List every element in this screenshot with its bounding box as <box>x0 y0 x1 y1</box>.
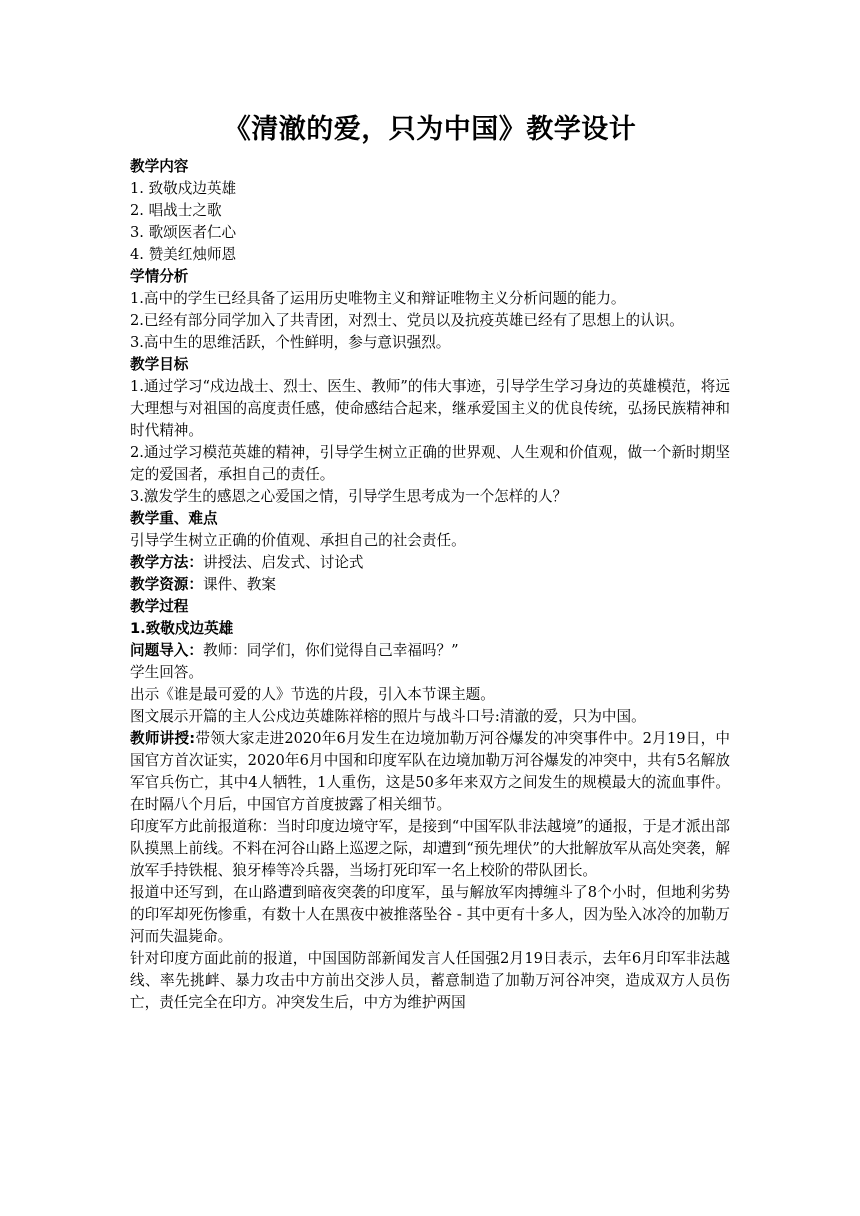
lecture-paragraph <box>130 728 730 816</box>
paragraph: 印度军方此前报道称：当时印度边境守军，是接到“中国军队非法越境”的通报，于是才派出部队摸黑上前线。不料在河谷山路上巡逻之际，却遭到“预先埋伏”的大批解放军从高处突袭，解放军手持铁棍、狼牙棒等冷兵器，当场打死印军一名上校阶的带队团长。 <box>130 818 730 879</box>
intro-text: 教师：同学们，你们觉得自己幸福吗？” <box>202 642 459 659</box>
teaching-method-line <box>130 552 730 574</box>
list-item: 2. 唱战士之歌 <box>130 202 222 219</box>
lecture-label: 教师讲授: <box>130 730 196 747</box>
teaching-method-text: 讲授法、启发式、讨论式 <box>202 554 364 571</box>
paragraph: 3.激发学生的感恩之心爱国之情，引导学生思考成为一个怎样的人？ <box>130 488 568 505</box>
heading-teaching-goals: 教学目标 <box>130 356 189 373</box>
intro-line <box>130 640 730 662</box>
teaching-method-label: 教学方法： <box>130 554 203 571</box>
paragraph: 报道中还写到，在山路遭到暗夜突袭的印度军，虽与解放军肉搏缠斗了8个小时，但地利劣势的印军却死伤惨重，有数十人在黑夜中被推落坠谷 - 其中更有十多人，因为坠入冰冷的加勒万河而失温毙命。 <box>130 884 730 945</box>
heading-teaching-process: 教学过程 <box>130 598 189 615</box>
paragraph: 图文展示开篇的主人公戍边英雄陈祥榕的照片与战斗口号:清澈的爱，只为中国。 <box>130 708 646 725</box>
paragraph: 2.通过学习模范英雄的精神，引导学生树立正确的世界观、人生观和价值观，做一个新时期坚定的爱国者，承担自己的责任。 <box>130 444 730 483</box>
paragraph: 学生回答。 <box>130 664 203 681</box>
paragraph: 2.已经有部分同学加入了共青团，对烈士、党员以及抗疫英雄已经有了思想上的认识。 <box>130 312 684 329</box>
teaching-resource-label: 教学资源： <box>130 576 203 593</box>
paragraph: 3.高中生的思维活跃，个性鲜明，参与意识强烈。 <box>130 334 451 351</box>
list-item: 1. 致敬戍边英雄 <box>130 180 237 197</box>
paragraph: 出示《谁是最可爱的人》节选的片段，引入本节课主题。 <box>130 686 495 703</box>
paragraph: 引导学生树立正确的价值观、承担自己的社会责任。 <box>130 532 466 549</box>
subheading-border-heroes: 1.致敬戍边英雄 <box>130 620 234 637</box>
paragraph: 1.通过学习“戍边战士、烈士、医生、教师”的伟大事迹，引导学生学习身边的英雄模范，将远大理想与对祖国的高度责任感，使命感结合起来，继承爱国主义的优良传统，弘扬民族精神和时代精神。 <box>130 378 730 439</box>
heading-key-points: 教学重、难点 <box>130 510 218 527</box>
teaching-resource-text: 课件、教案 <box>202 576 276 593</box>
heading-student-analysis: 学情分析 <box>130 268 189 285</box>
intro-label: 问题导入： <box>130 642 203 659</box>
list-item: 4. 赞美红烛师恩 <box>130 246 237 263</box>
paragraph: 针对印度方面此前的报道，中国国防部新闻发言人任国强2月19日表示，去年6月印军非法越线、率先挑衅、暴力攻击中方前出交涉人员，蓄意制造了加勒万河谷冲突，造成双方人员伤亡，责任完全在印方。冲突发生后，中方为维护两国 <box>130 950 730 1011</box>
lecture-text: 带领大家走进2020年6月发生在边境加勒万河谷爆发的冲突事件中。2月19日，中国官方首次证实，2020年6月中国和印度军队在边境加勒万河谷爆发的冲突中，共有5名解放军官兵伤亡，其中4人牺牲，1人重伤，这是50多年来双方之间发生的规模最大的流血事件。在时隔八个月后，中国官方首度披露了相关细节。 <box>130 730 730 813</box>
teaching-resource-line <box>130 574 730 596</box>
list-item: 3. 歌颂医者仁心 <box>130 224 237 241</box>
paragraph: 1.高中的学生已经具备了运用历史唯物主义和辩证唯物主义分析问题的能力。 <box>130 290 626 307</box>
heading-teaching-content: 教学内容 <box>130 158 189 175</box>
document-title: 《清澈的爱，只为中国》教学设计 <box>223 114 637 145</box>
document-page <box>130 112 730 1014</box>
